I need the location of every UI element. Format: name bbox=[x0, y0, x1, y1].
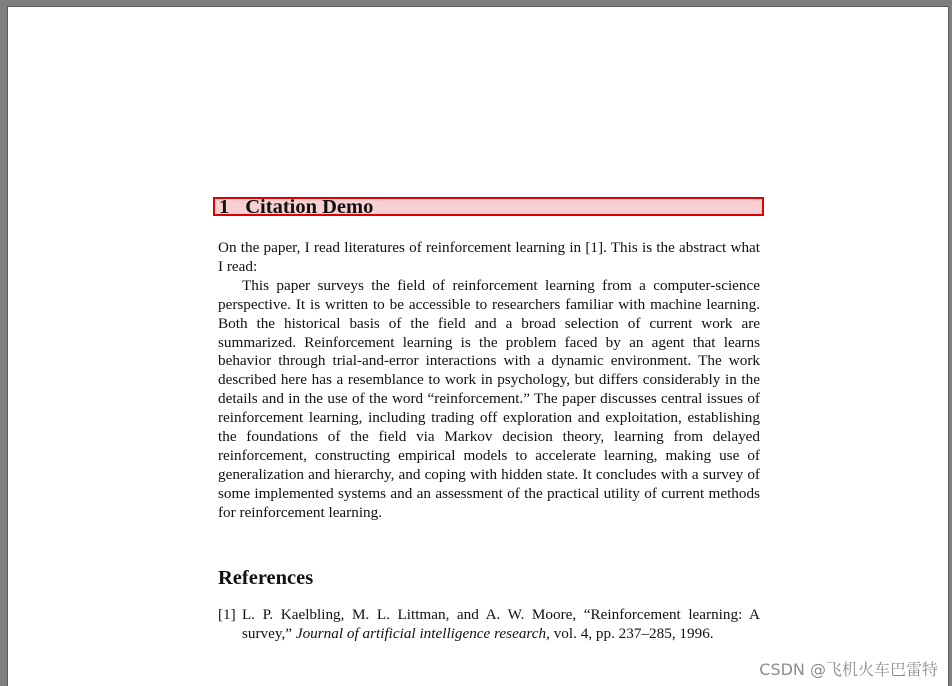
section-number: 1 bbox=[219, 196, 230, 218]
reference-body bbox=[242, 605, 760, 643]
section-title: Citation Demo bbox=[245, 196, 374, 218]
intro-paragraph: On the paper, I read literatures of reinforcement learning in [1]. This is the abstract what I read: bbox=[218, 239, 760, 275]
abstract-paragraph: This paper surveys the field of reinforcement learning from a computer-science perspective. It is written to be accessible to researchers familiar with machine learning. Both the historical basis of the field and a broad selection of current work are summarized. Reinforcement learning is the problem faced by an agent that learns behavior through trial-and-error interactions with a dynamic environment. The work described here has a resemblance to work in psychology, but differs considerably in the details and in the use of the word “reinforcement.” The paper discusses central issues of reinforcement learning, including trading off exploration and exploitation, establishing the foundations of the field via Markov decision theory, learning from delayed reinforcement, constructing empirical models to accelerate learning, making use of generalization and hierarchy, and coping with hidden state. It concludes with a survey of some implemented systems and an assessment of the practical utility of current methods for reinforcement learning. bbox=[218, 276, 760, 521]
reference-authors-title: L. P. Kaelbling, M. L. Littman, and A. W. Moore, “Reinforcement learning: A survey,” bbox=[242, 606, 760, 642]
body-text bbox=[218, 239, 760, 523]
section-heading bbox=[219, 196, 373, 218]
section-heading-link-highlight[interactable] bbox=[213, 197, 764, 216]
pdf-page bbox=[8, 7, 948, 686]
reference-details: , vol. 4, pp. 237–285, 1996. bbox=[546, 625, 714, 642]
reference-label: [1] bbox=[218, 606, 236, 623]
reference-journal: Journal of artificial intelligence research bbox=[295, 625, 547, 642]
reference-entry bbox=[218, 605, 760, 643]
watermark: CSDN @飞机火车巴雷特 bbox=[759, 660, 938, 679]
references-heading: References bbox=[218, 567, 314, 589]
